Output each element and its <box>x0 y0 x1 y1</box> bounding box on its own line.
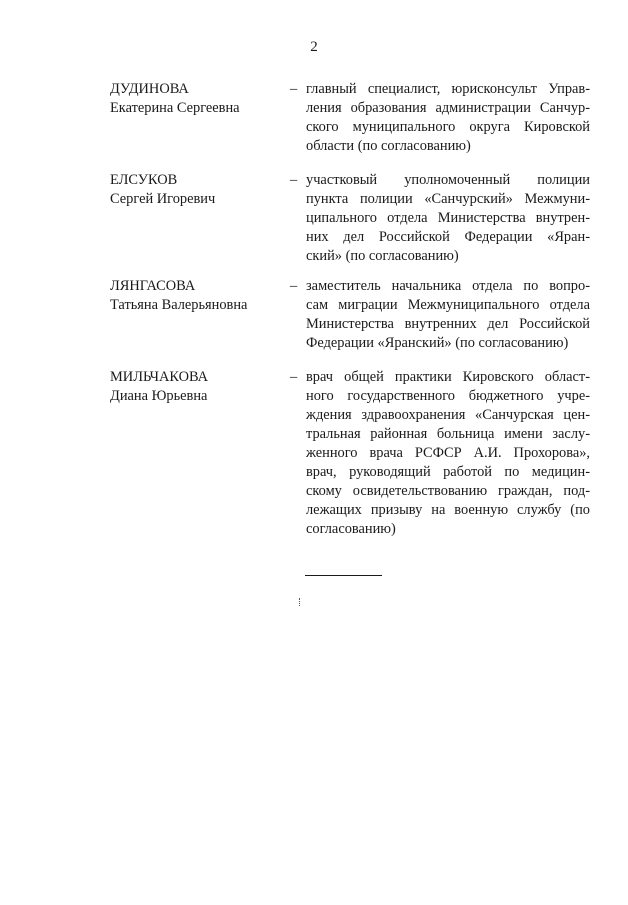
position-line: согласованию) <box>306 521 396 537</box>
member-position <box>306 368 590 539</box>
position-line: ного государственного бюджетного учре- <box>306 388 590 404</box>
dash-separator: – <box>290 278 298 294</box>
position-line: женного врача РСФСР А.И. Прохорова», <box>306 445 590 461</box>
member-given-name: Диана Юрьевна <box>110 388 208 404</box>
scan-speck <box>299 598 303 606</box>
position-line: области (по согласованию) <box>306 138 471 154</box>
member-name <box>110 171 280 209</box>
position-line: врач, руководящий работой по медицин- <box>306 464 590 480</box>
dash-separator: – <box>290 172 298 188</box>
dash-separator: – <box>290 81 298 97</box>
member-name <box>110 277 280 315</box>
position-line: участковый уполномоченный полиции <box>306 172 590 188</box>
member-surname: ЕЛСУКОВ <box>110 172 178 188</box>
member-position <box>306 171 590 266</box>
member-given-name: Сергей Игоревич <box>110 191 216 207</box>
position-line: Федерации «Яранский» (по согласованию) <box>306 335 569 351</box>
member-surname: ДУДИНОВА <box>110 81 189 97</box>
position-line: сам миграции Межмуниципального отдела <box>306 297 590 313</box>
position-line: ления образования администрации Санчур- <box>306 100 590 116</box>
member-position <box>306 277 590 353</box>
position-line: скому освидетельствованию граждан, под- <box>306 483 590 499</box>
closing-rule <box>305 575 382 576</box>
position-line: заместитель начальника отдела по вопро- <box>306 278 590 294</box>
page-number: 2 <box>310 39 318 55</box>
position-line: лежащих призыву на военную службу (по <box>306 502 590 518</box>
member-name <box>110 80 280 118</box>
member-name <box>110 368 280 406</box>
member-position <box>306 80 590 156</box>
position-line: пункта полиции «Санчурский» Межмуни- <box>306 191 590 207</box>
position-line: ципального отдела Министерства внутрен- <box>306 210 590 226</box>
member-surname: ЛЯНГАСОВА <box>110 278 196 294</box>
position-line: ского муниципального округа Кировской <box>306 119 590 135</box>
position-line: тральная районная больница имени заслу- <box>306 426 590 442</box>
member-given-name: Екатерина Сергеевна <box>110 100 240 116</box>
position-line: ский» (по согласованию) <box>306 248 459 264</box>
dash-separator: – <box>290 369 298 385</box>
position-line: врач общей практики Кировского област- <box>306 369 590 385</box>
member-surname: МИЛЬЧАКОВА <box>110 369 209 385</box>
position-line: главный специалист, юрисконсульт Управ- <box>306 81 590 97</box>
member-given-name: Татьяна Валерьяновна <box>110 297 248 313</box>
position-line: ждения здравоохранения «Санчурская цен- <box>306 407 590 423</box>
position-line: Министерства внутренних дел Российской <box>306 316 590 332</box>
position-line: них дел Российской Федерации «Яран- <box>306 229 590 245</box>
